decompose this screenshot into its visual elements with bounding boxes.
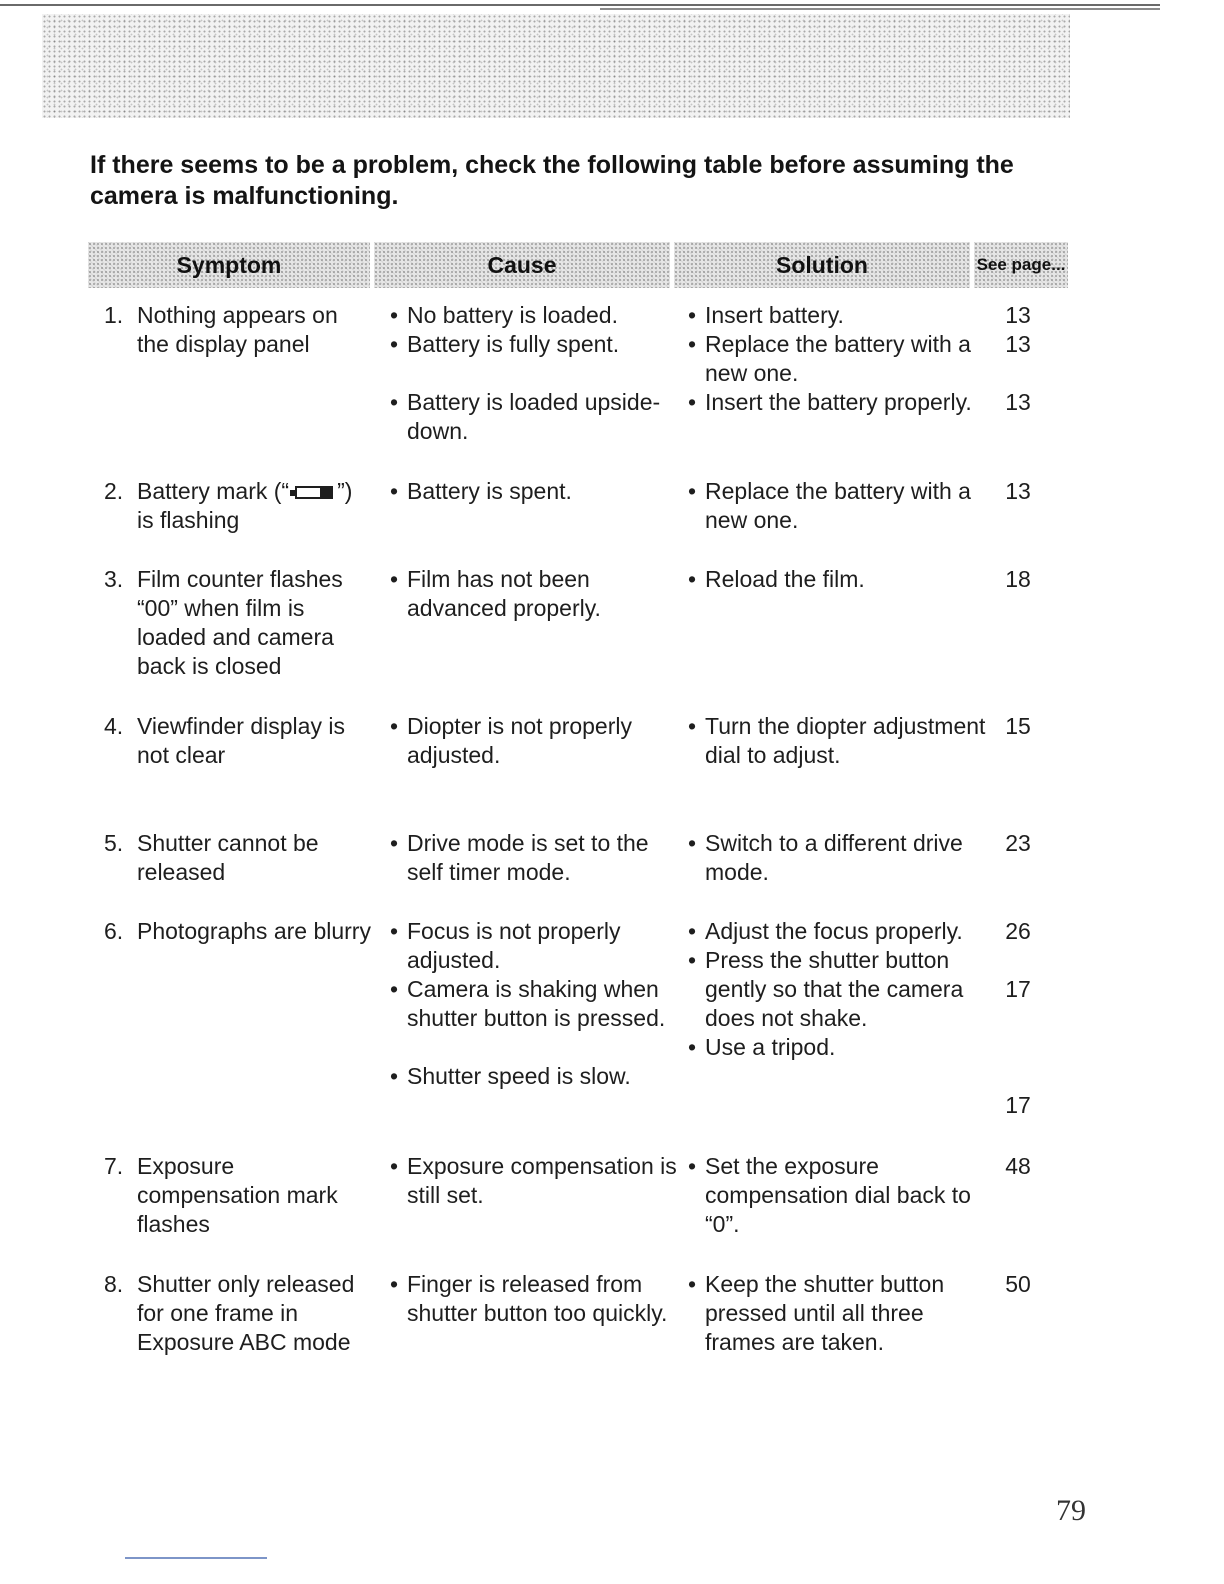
page-spacer — [990, 1033, 1046, 1062]
page-number: 79 — [1056, 1494, 1086, 1527]
symptom-text: Shutter cannot be released — [137, 830, 319, 885]
cause-cell — [390, 1152, 680, 1210]
page-spacer — [990, 1062, 1046, 1091]
cause-cell — [390, 301, 680, 446]
solution-cell — [688, 917, 988, 1062]
cause-item: • Diopter is not properly adjusted. — [390, 713, 632, 768]
page-spacer — [990, 359, 1046, 388]
page-ref: 23 — [1005, 830, 1031, 856]
page-ref: 13 — [1005, 389, 1031, 415]
page-ref: 48 — [1005, 1153, 1031, 1179]
page-ref-cell — [990, 301, 1046, 417]
page-ref-cell — [990, 712, 1046, 741]
symptom-text: Photographs are blurry — [137, 918, 371, 944]
symptom-text: Film counter flashes “00” when film is loaded and camera back is closed — [137, 566, 343, 679]
solution-item: • Switch to a different drive mode. — [688, 830, 963, 885]
cause-item: • Camera is shaking when shutter button is pressed. — [390, 976, 666, 1031]
symptom-cell — [104, 829, 374, 887]
symptom-text: Nothing appears on the display panel — [137, 302, 338, 357]
cause-cell — [390, 1270, 680, 1328]
cause-item: • Finger is released from shutter button too quickly. — [390, 1271, 668, 1326]
solution-cell — [688, 1152, 988, 1239]
footer-rule — [125, 1557, 267, 1559]
cause-item: • Exposure compensation is still set. — [390, 1153, 677, 1208]
cause-cell — [390, 712, 680, 770]
solution-item: • Reload the film. — [688, 566, 865, 592]
symptom-cell — [104, 301, 374, 359]
solution-item: • Replace the battery with a new one. — [688, 331, 971, 386]
solution-cell — [688, 1270, 988, 1357]
battery-mark-icon — [290, 484, 336, 502]
symptom-text: Viewfinder display is not clear — [137, 713, 345, 768]
cause-cell — [390, 829, 680, 887]
page-ref: 13 — [1005, 302, 1031, 328]
cause-cell — [390, 565, 680, 623]
solution-item: • Press the shutter button gently so that the camera does not shake. — [688, 947, 964, 1031]
symptom-cell — [104, 1152, 374, 1239]
cause-item: • Shutter speed is slow. — [390, 1063, 631, 1089]
header-see-page: See page... — [974, 242, 1068, 288]
row-number: 4. — [104, 713, 124, 739]
page-ref-cell — [990, 1270, 1046, 1299]
solution-cell — [688, 565, 988, 594]
solution-item: • Set the exposure compensation dial back to “0”. — [688, 1153, 971, 1237]
intro-text: If there seems to be a problem, check the following table before assuming the camera is malfunctioning. — [90, 151, 1014, 210]
row-number: 2. — [104, 478, 124, 504]
symptom-text: Exposure compensation mark flashes — [137, 1153, 338, 1237]
row-number: 5. — [104, 830, 124, 856]
solution-cell — [688, 712, 988, 770]
symptom-cell — [104, 477, 374, 535]
table-header — [88, 242, 1068, 288]
header-band — [42, 14, 1070, 118]
row-number: 1. — [104, 302, 124, 328]
symptom-text: Battery mark (“ ”) is flashing — [137, 478, 353, 533]
top-rule — [0, 4, 1160, 6]
page-ref-cell — [990, 917, 1046, 1120]
solution-item: • Replace the battery with a new one. — [688, 478, 971, 533]
cause-cell — [390, 477, 680, 506]
cause-item: • Drive mode is set to the self timer mode. — [390, 830, 649, 885]
solution-item: • Insert battery. — [688, 302, 844, 328]
solution-item: • Turn the diopter adjustment dial to adjust. — [688, 713, 986, 768]
page-ref: 17 — [1005, 1092, 1031, 1118]
page-ref: 50 — [1005, 1271, 1031, 1297]
header-solution: Solution — [674, 242, 970, 288]
header-cause: Cause — [374, 242, 670, 288]
page-ref: 13 — [1005, 478, 1031, 504]
page-ref: 17 — [1005, 976, 1031, 1002]
page-ref-cell — [990, 565, 1046, 594]
page-ref-cell — [990, 477, 1046, 506]
cause-item: • No battery is loaded. — [390, 302, 618, 328]
solution-item: • Insert the battery properly. — [688, 389, 972, 415]
page-ref-cell — [990, 1152, 1046, 1181]
symptom-cell — [104, 712, 374, 770]
symptom-cell — [104, 565, 374, 681]
solution-cell — [688, 301, 988, 417]
symptom-text: Shutter only released for one frame in Exposure ABC mode — [137, 1271, 355, 1355]
row-number: 3. — [104, 566, 124, 592]
row-number: 7. — [104, 1153, 124, 1179]
symptom-cell — [104, 1270, 374, 1357]
cause-item: • Battery is spent. — [390, 478, 572, 504]
row-number: 6. — [104, 918, 124, 944]
solution-item: • Adjust the focus properly. — [688, 918, 963, 944]
solution-cell — [688, 477, 988, 535]
page-spacer — [990, 946, 1046, 975]
top-rule-secondary — [600, 8, 1160, 10]
cause-item: • Film has not been advanced properly. — [390, 566, 601, 621]
header-symptom: Symptom — [88, 242, 370, 288]
solution-item: • Keep the shutter button pressed until all three frames are taken. — [688, 1271, 945, 1355]
row-number: 8. — [104, 1271, 124, 1297]
cause-item: • Battery is fully spent. — [390, 331, 620, 357]
page-ref: 26 — [1005, 918, 1031, 944]
cause-item: • Focus is not properly adjusted. — [390, 918, 621, 973]
page-ref: 13 — [1005, 331, 1031, 357]
page-ref: 18 — [1005, 566, 1031, 592]
solution-item: • Use a tripod. — [688, 1034, 836, 1060]
solution-cell — [688, 829, 988, 887]
page-ref: 15 — [1005, 713, 1031, 739]
symptom-cell — [104, 917, 374, 946]
cause-cell — [390, 917, 680, 1091]
page-ref-cell — [990, 829, 1046, 858]
cause-item: • Battery is loaded upside-down. — [390, 389, 661, 444]
page-spacer — [990, 1004, 1046, 1033]
